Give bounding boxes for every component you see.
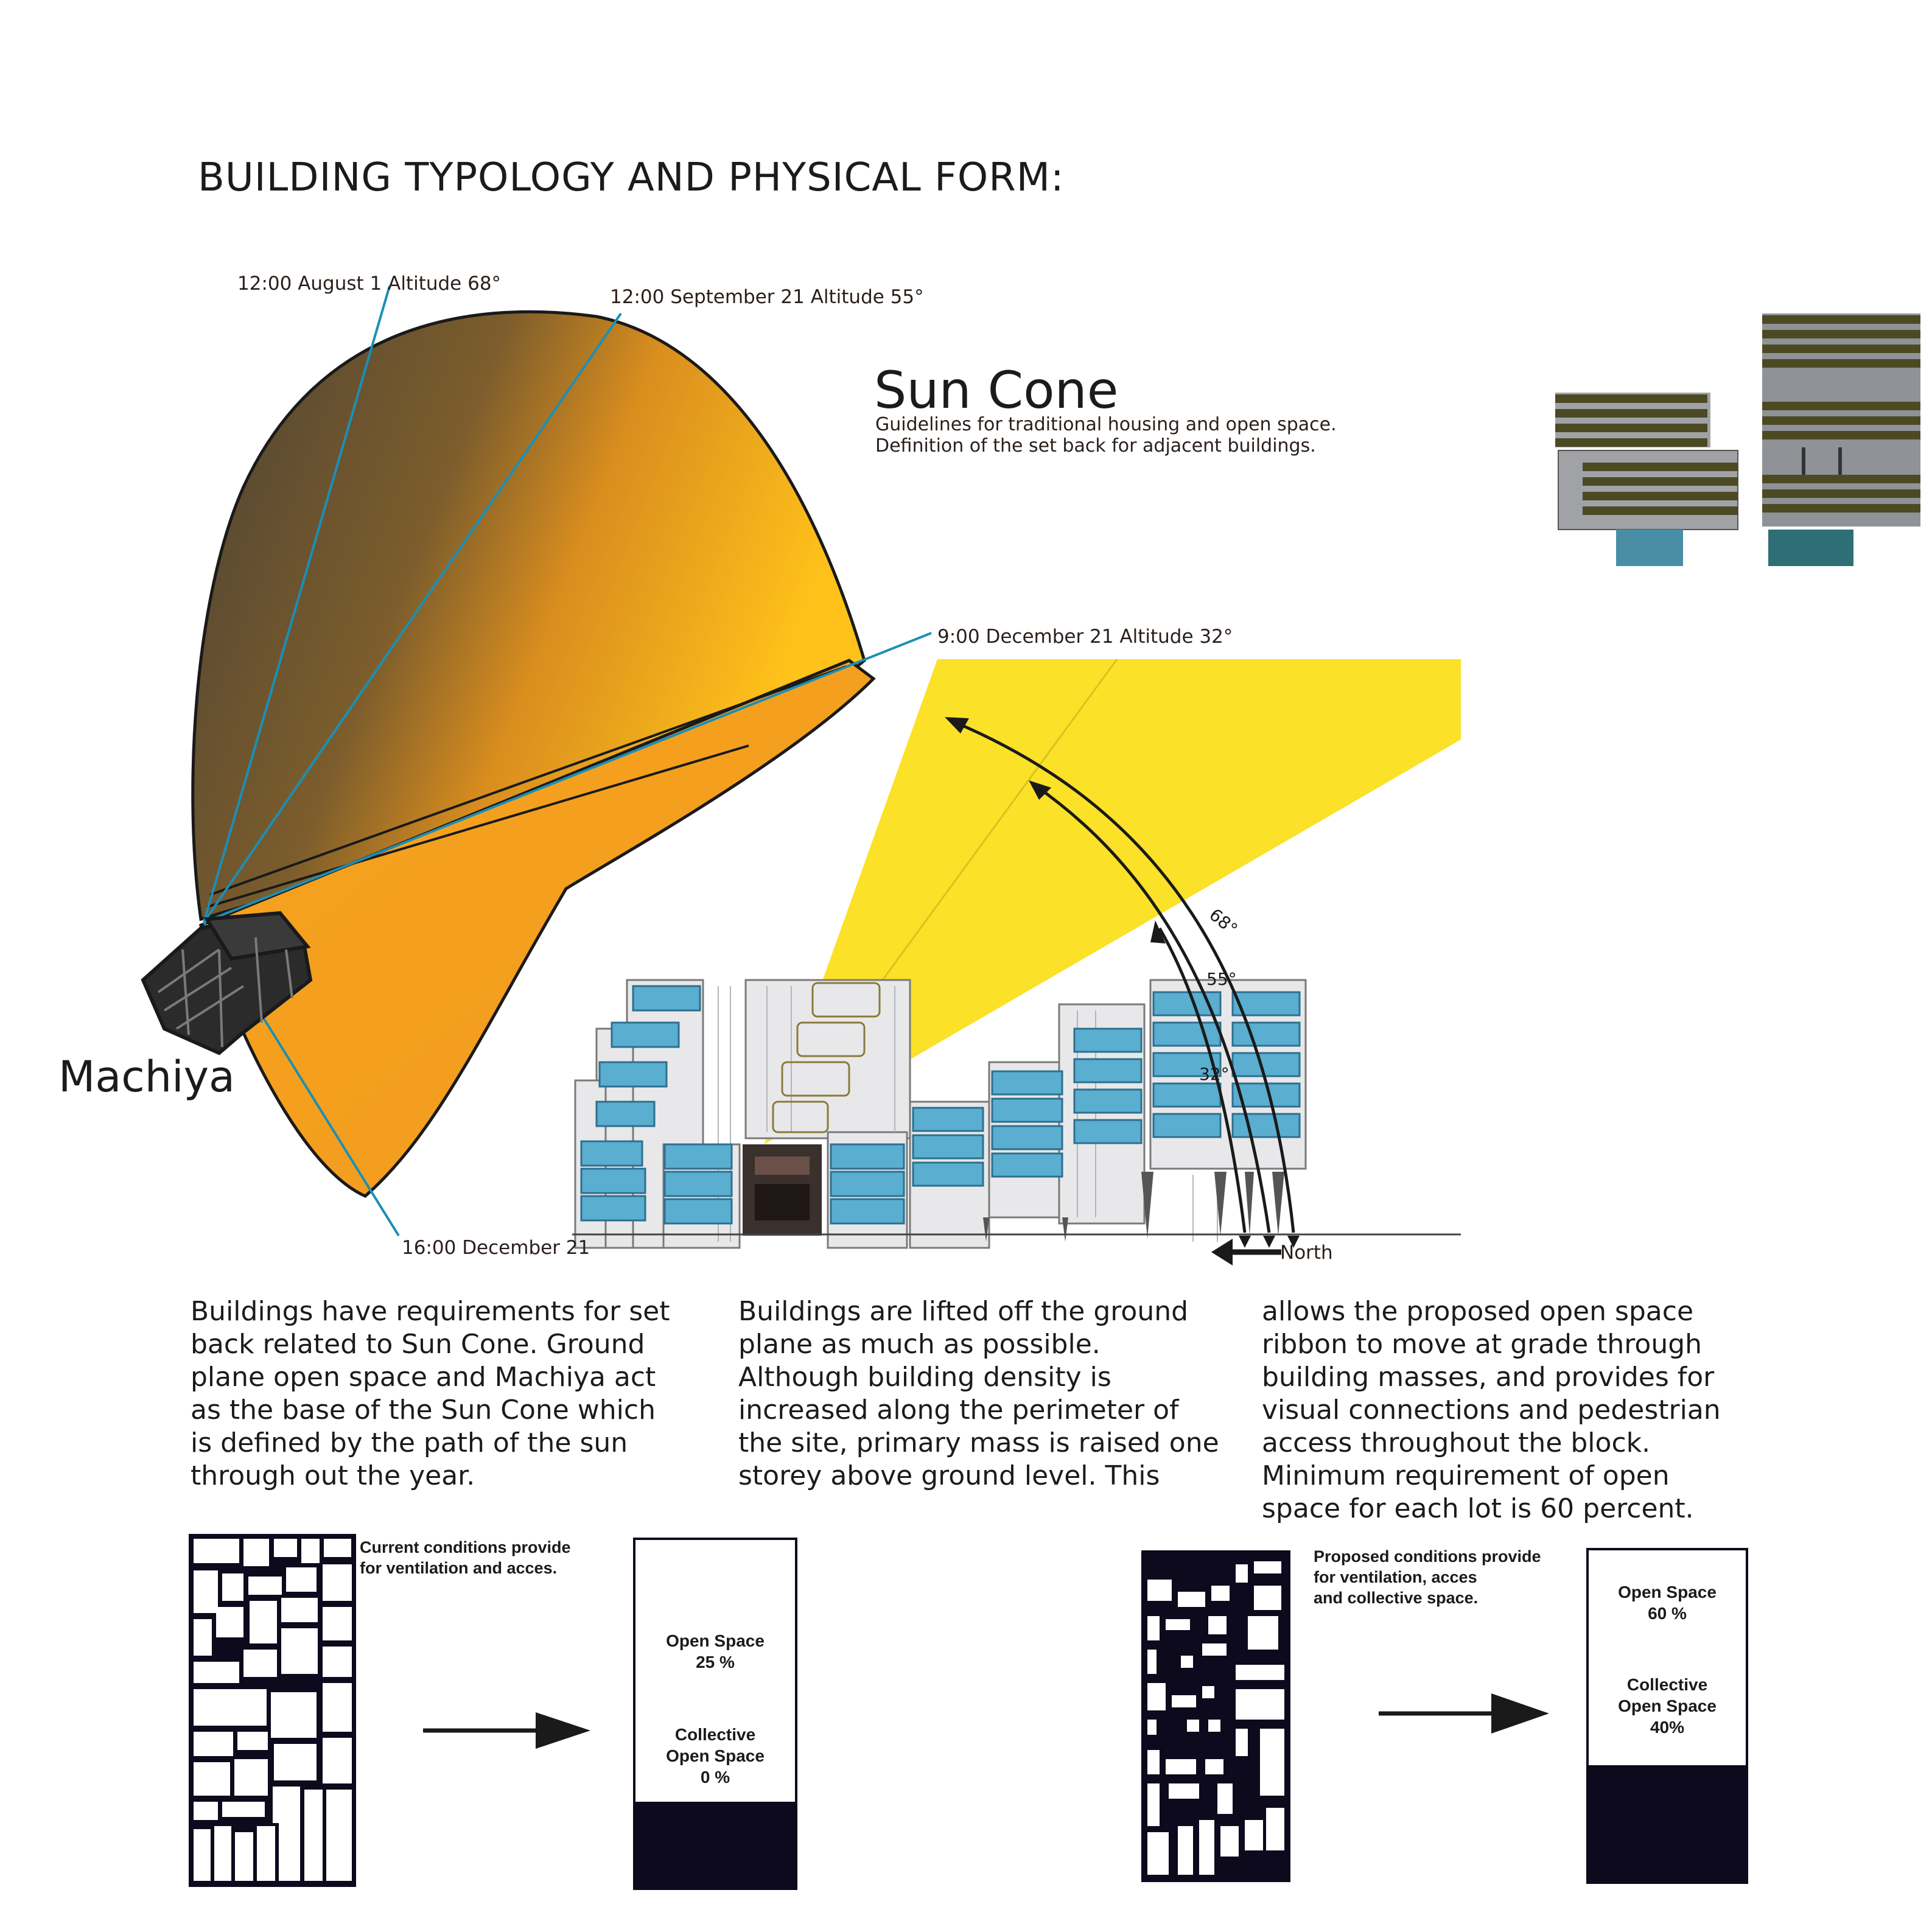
current-open-space: Open Space 25 % — [666, 1631, 765, 1671]
angle-68: 68° — [1205, 904, 1242, 940]
sun-cone-subtitle-2: Definition of the set back for adjacent buildings. — [875, 435, 1316, 457]
elevation-thumbnail — [1555, 313, 1920, 566]
proposed-site-plan — [1141, 1550, 1290, 1882]
machiya-label: Machiya — [58, 1052, 235, 1102]
proposed-arrow — [1379, 1693, 1549, 1734]
angle-55: 55° — [1206, 969, 1237, 989]
paragraph-3: allows the proposed open space ribbon to move at grade through building masses, and provides for visual connections and pedestrian access throughout the block. Minimum requirement of open space for each lot is 60 percent. — [1262, 1296, 1721, 1524]
building-section — [572, 980, 1461, 1248]
label-sep: 12:00 September 21 Altitude 55° — [610, 286, 924, 308]
north-label: North — [1280, 1242, 1333, 1264]
proposed-built-fill — [1587, 1765, 1747, 1883]
proposed-open-space: Open Space 60 % — [1618, 1583, 1717, 1623]
page-title: BUILDING TYPOLOGY AND PHYSICAL FORM: — [198, 155, 1065, 200]
sun-cone-title: Sun Cone — [874, 360, 1119, 420]
current-site-plan — [189, 1534, 356, 1887]
paragraph-1: Buildings have requirements for set back related to Sun Cone. Ground plane open space and Machiya act as the base of the Sun Cone which is defined by the path of the sun through out the year. — [191, 1296, 670, 1491]
label-aug: 12:00 August 1 Altitude 68° — [237, 273, 502, 295]
current-arrow — [423, 1712, 590, 1749]
label-dec16: 16:00 December 21 — [402, 1237, 590, 1259]
proposed-caption: Proposed conditions provide for ventilation, acces and collective space. — [1314, 1547, 1541, 1607]
current-caption: Current conditions provide for ventilation and acces. — [360, 1538, 571, 1577]
label-dec9: 9:00 December 21 Altitude 32° — [937, 626, 1233, 648]
current-bar — [634, 1539, 796, 1889]
proposed-collective: Collective Open Space 40% — [1618, 1675, 1717, 1737]
sun-cone-subtitle-1: Guidelines for traditional housing and open space. — [875, 414, 1337, 435]
angle-32: 32° — [1199, 1064, 1230, 1084]
current-collective: Collective Open Space 0 % — [666, 1725, 765, 1787]
paragraph-2: Buildings are lifted off the ground plane as much as possible. Although building density is increased along the perimeter of the site, primary mass is raised one storey above ground level. This — [738, 1296, 1219, 1491]
current-built-fill — [634, 1802, 796, 1889]
